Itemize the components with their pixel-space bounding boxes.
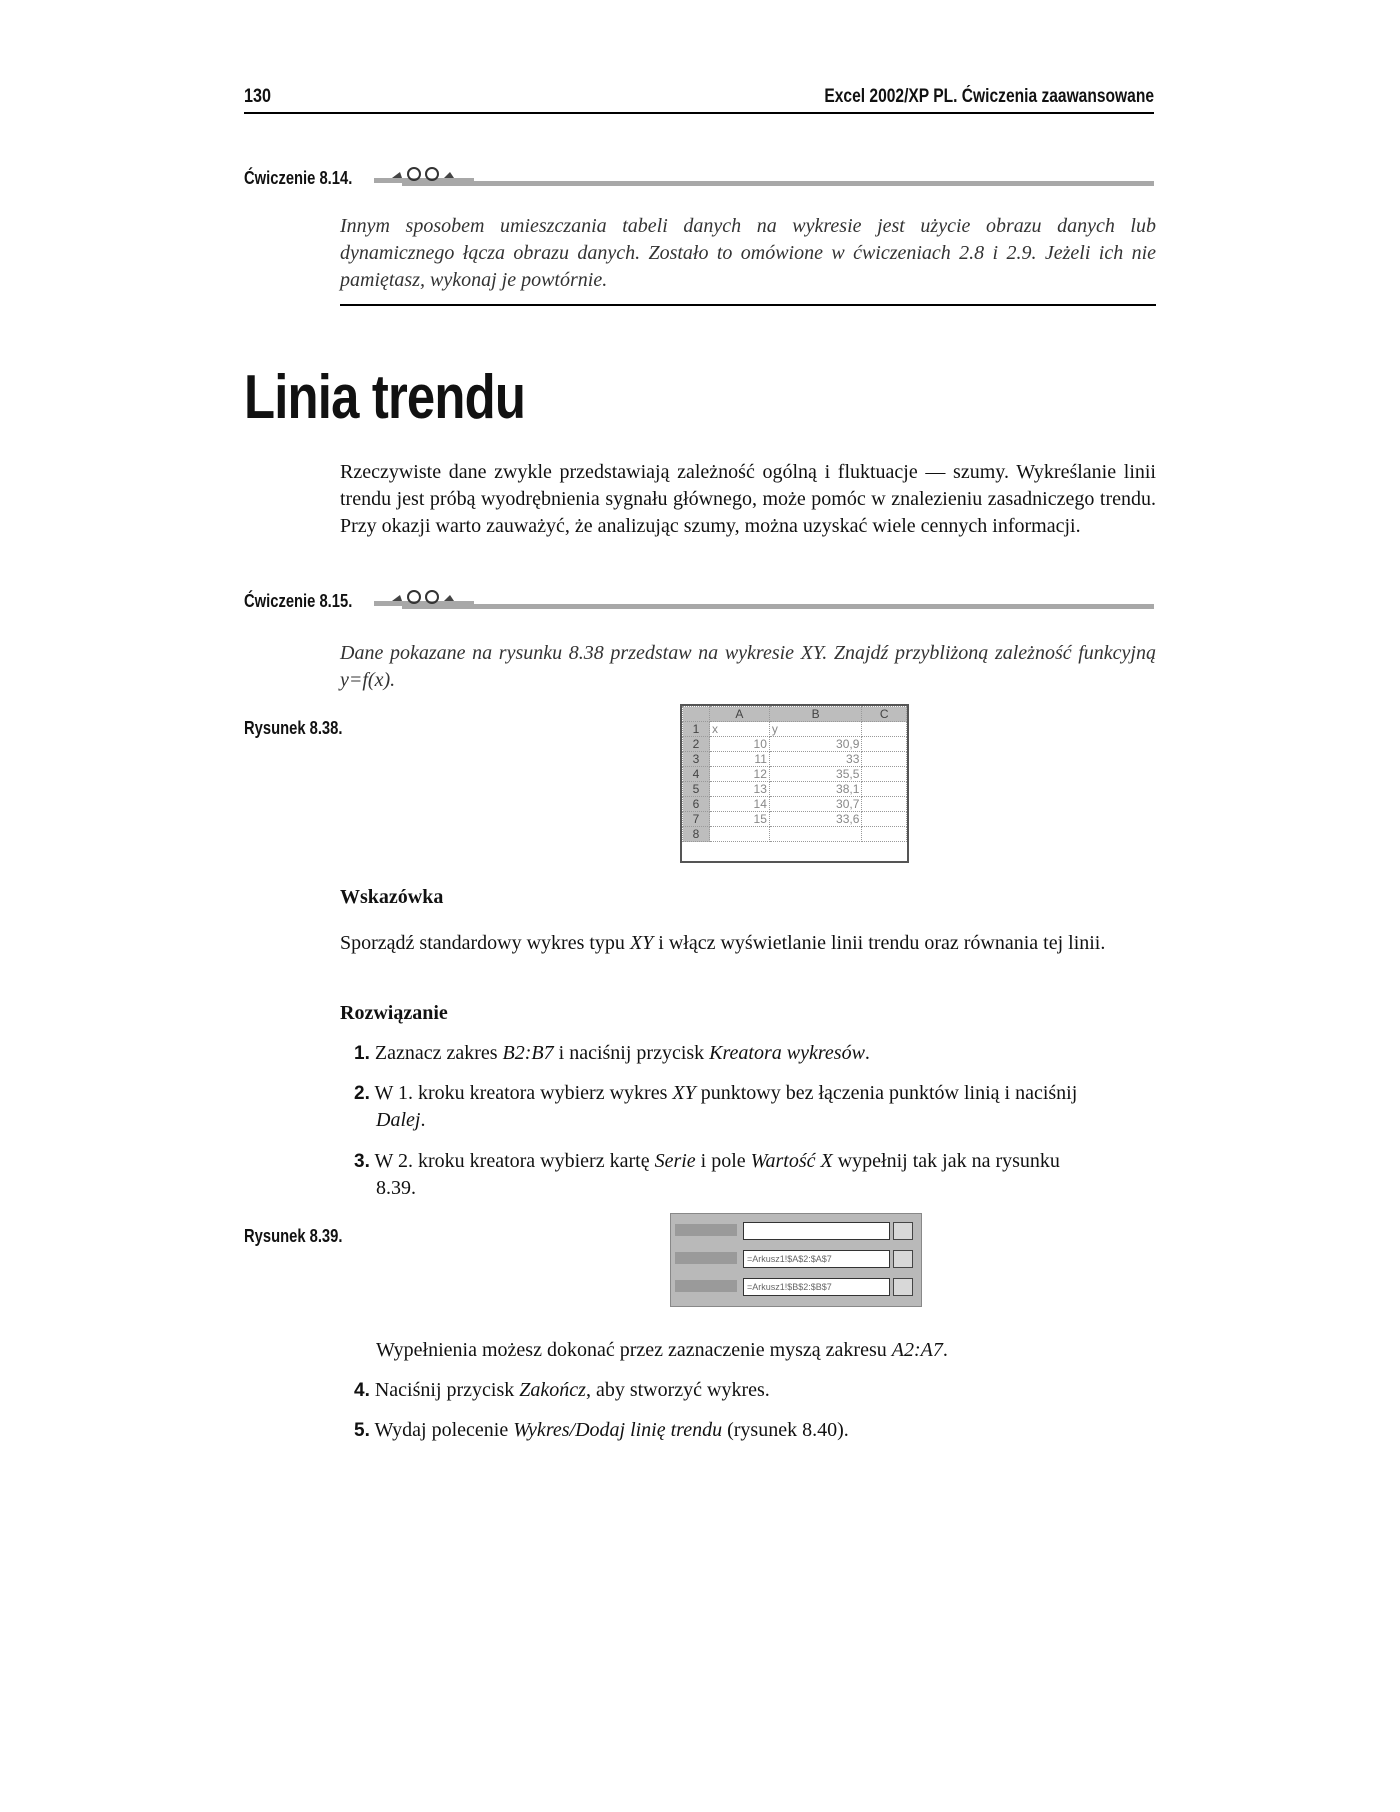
spreadsheet-table [682, 706, 907, 842]
name-field[interactable] [743, 1222, 890, 1240]
corner-cell [683, 707, 710, 722]
cell: 12 [710, 767, 770, 782]
solution-title: Rozwiązanie [340, 1002, 448, 1024]
exercise-814-text: Innym sposobem umieszczania tabeli danych na wykresie jest użycie obrazu danych lub dynamicznego łącza obrazu danych. Zostało to omówione w ćwiczeniach 2.8 i 2.9. Jeżeli ich nie pamiętasz, wykonaj je powtórnie. [340, 215, 1156, 291]
column-header: B [769, 707, 862, 722]
step-text-italic: Wartość X [750, 1150, 833, 1172]
hint-text-b: i włącz wyświetlanie linii trendu oraz równania tej linii. [653, 932, 1106, 954]
step-text: Wydaj polecenie [374, 1419, 514, 1441]
row-header: 2 [683, 737, 710, 752]
x-values-field[interactable]: =Arkusz1!$A$2:$A$7 [743, 1250, 890, 1268]
section-title: Linia trendu [244, 363, 526, 432]
figure-839-label: Rysunek 8.39. [244, 1226, 343, 1246]
table-row [683, 782, 907, 797]
step-text: i naciśnij przycisk [553, 1042, 710, 1064]
step-2 [354, 1080, 1094, 1134]
exercise-label: Ćwiczenie 8.14. [244, 168, 353, 188]
cell [862, 767, 907, 782]
hint-title: Wskazówka [340, 886, 444, 908]
cell [862, 722, 907, 737]
cell: 13 [710, 782, 770, 797]
step-text: punktowy bez łączenia punktów linią i naciśnij [695, 1082, 1078, 1104]
cell: 30,9 [769, 737, 862, 752]
step-number: 3. [354, 1151, 370, 1172]
collapse-dialog-icon[interactable] [893, 1278, 913, 1296]
note-text: Wypełnienia możesz dokonać przez zaznaczenie myszą zakresu [376, 1339, 892, 1361]
step-text-italic: Dalej [376, 1109, 421, 1131]
cell: 33,6 [769, 812, 862, 827]
step-number: 2. [354, 1083, 370, 1104]
section-intro: Rzeczywiste dane zwykle przedstawiają zależność ogólną i fluktuacje — szumy. Wykreślanie linii trendu jest próbą wyodrębnienia sygnału głównego, może pomóc w znalezieniu zasadniczego trendu. Przy okazji warto zauważyć, że analizując szumy, można uzyskać wiele cennych informacji. [340, 461, 1156, 537]
dialog-row-y [671, 1276, 921, 1298]
exercise-815-text: Dane pokazane na rysunku 8.38 przedstaw na wykresie XY. Znajdź przybliżoną zależność funkcyjną y=f(x). [340, 642, 1156, 691]
page-number: 130 [244, 86, 271, 107]
dialog-label [675, 1224, 737, 1236]
exercise-814-bottom-rule [340, 304, 1156, 306]
step-text-italic: XY [672, 1082, 696, 1104]
exercise-rule [402, 181, 1154, 186]
cell: 30,7 [769, 797, 862, 812]
cell: 38,1 [769, 782, 862, 797]
exercise-814-heading [244, 168, 1154, 192]
row-header: 3 [683, 752, 710, 767]
step-5 [354, 1417, 1144, 1444]
cell [862, 752, 907, 767]
dialog-label [675, 1252, 737, 1264]
collapse-dialog-icon[interactable] [893, 1250, 913, 1268]
cell [769, 827, 862, 842]
row-header: 4 [683, 767, 710, 782]
step-text-italic: Zakończ [519, 1379, 586, 1401]
exercise-label: Ćwiczenie 8.15. [244, 591, 353, 611]
dialog-label [675, 1280, 737, 1292]
cell: 11 [710, 752, 770, 767]
step-text: . [864, 1042, 870, 1064]
step-4 [354, 1377, 1144, 1404]
cell: 10 [710, 737, 770, 752]
table-row [683, 797, 907, 812]
table-row [683, 752, 907, 767]
cell [710, 827, 770, 842]
cell: 35,5 [769, 767, 862, 782]
table-row [683, 737, 907, 752]
cell: 15 [710, 812, 770, 827]
dialog-row-name [671, 1220, 921, 1242]
step-number: 5. [354, 1420, 370, 1441]
step-text: Zaznacz zakres [374, 1042, 503, 1064]
step-text: i pole [695, 1150, 751, 1172]
step-number: 4. [354, 1380, 370, 1401]
hint-text-a: Sporządź standardowy wykres typu [340, 932, 630, 954]
step-text: . [420, 1109, 426, 1131]
cell: 14 [710, 797, 770, 812]
table-row [683, 767, 907, 782]
running-title: Excel 2002/XP PL. Ćwiczenia zaawansowane [824, 86, 1154, 107]
step-text-italic: Serie [654, 1150, 696, 1172]
step-text-italic: Wykres/Dodaj linię trendu [513, 1419, 723, 1441]
hint-text-italic: XY [629, 932, 654, 954]
row-header: 1 [683, 722, 710, 737]
collapse-dialog-icon[interactable] [893, 1222, 913, 1240]
step-1 [354, 1040, 1144, 1067]
row-header: 7 [683, 812, 710, 827]
step-3 [354, 1148, 1094, 1202]
cell: y [769, 722, 862, 737]
table-row [683, 827, 907, 842]
row-header: 5 [683, 782, 710, 797]
step-text: , aby stworzyć wykres. [585, 1379, 770, 1401]
exercise-815-heading [244, 591, 1154, 615]
row-header: 6 [683, 797, 710, 812]
cell [862, 782, 907, 797]
exercise-rule [402, 604, 1154, 609]
column-header: C [862, 707, 907, 722]
cell: x [710, 722, 770, 737]
selection-note [376, 1337, 1136, 1364]
spreadsheet-figure [680, 704, 909, 863]
note-text-italic: A2:A7 [891, 1339, 943, 1361]
dialog-row-x [671, 1248, 921, 1270]
column-header-row [683, 707, 907, 722]
cell [862, 737, 907, 752]
note-text: . [942, 1339, 948, 1361]
cell: 33 [769, 752, 862, 767]
cell [862, 827, 907, 842]
column-header: A [710, 707, 770, 722]
step-text: W 2. kroku kreatora wybierz kartę [374, 1150, 655, 1172]
step-text-italic: B2:B7 [502, 1042, 554, 1064]
table-row [683, 722, 907, 737]
figure-838-label: Rysunek 8.38. [244, 718, 343, 738]
hint-text [340, 930, 1156, 957]
step-number: 1. [354, 1043, 370, 1064]
table-row [683, 812, 907, 827]
y-values-field[interactable]: =Arkusz1!$B$2:$B$7 [743, 1278, 890, 1296]
row-header: 8 [683, 827, 710, 842]
step-text-italic: Kreatora wykresów [709, 1042, 865, 1064]
step-text: (rysunek 8.40). [722, 1419, 849, 1441]
cell [862, 812, 907, 827]
series-dialog-figure [670, 1213, 922, 1307]
step-text: wypełnij tak jak na rysunku 8.39. [376, 1150, 1060, 1199]
cell [862, 797, 907, 812]
step-text: Naciśnij przycisk [374, 1379, 520, 1401]
step-text: W 1. kroku kreatora wybierz wykres [374, 1082, 673, 1104]
page-header [244, 80, 1154, 114]
